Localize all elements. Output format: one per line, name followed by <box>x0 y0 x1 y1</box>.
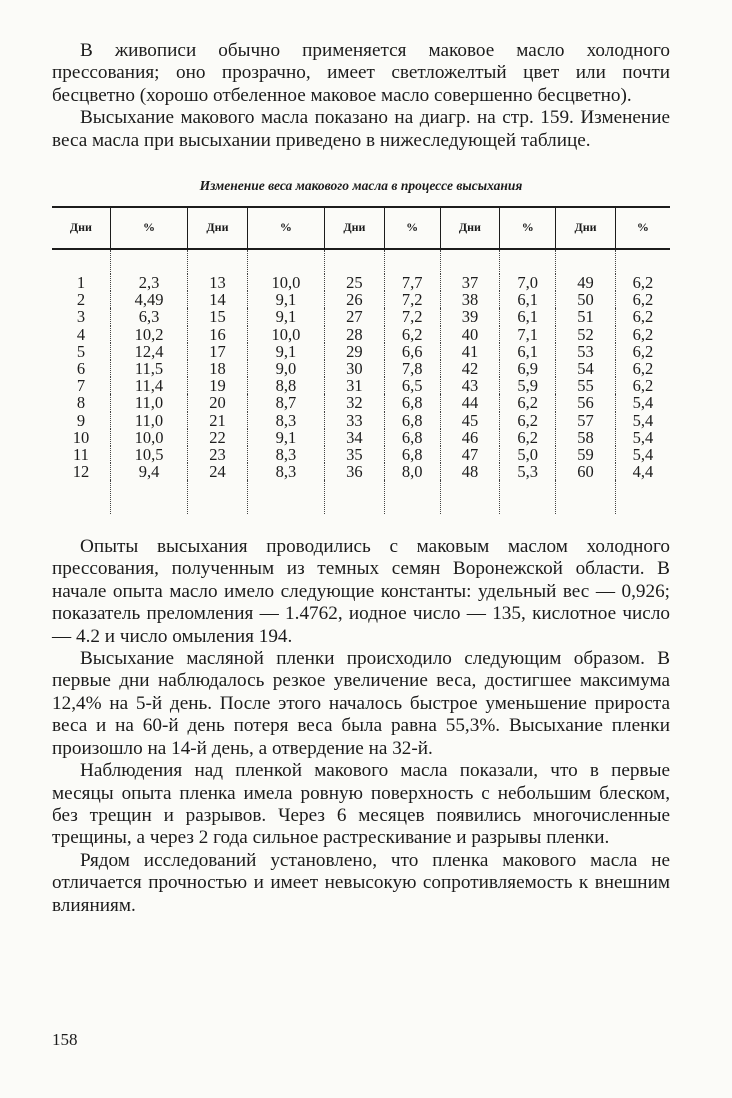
table-row <box>52 463 670 480</box>
cell-percent: 9,1 <box>247 343 324 360</box>
cell-percent: 7,2 <box>384 291 440 308</box>
cell-days: 21 <box>188 412 248 429</box>
cell-days: 54 <box>556 360 616 377</box>
cell-percent: 6,9 <box>500 360 556 377</box>
cell-percent: 7,8 <box>384 360 440 377</box>
table-row <box>52 429 670 446</box>
cell-days: 16 <box>188 326 248 343</box>
cell-days: 30 <box>325 360 385 377</box>
cell-days: 43 <box>440 377 500 394</box>
cell-days: 11 <box>73 445 89 465</box>
cell-percent: 10,5 <box>110 446 187 463</box>
cell-days: 24 <box>188 463 248 480</box>
weight-change-table <box>52 206 670 514</box>
table-row <box>52 412 670 429</box>
table-spacer-row <box>52 249 670 274</box>
cell-days: 20 <box>188 394 248 411</box>
cell-days: 37 <box>440 274 500 291</box>
cell-days: 10 <box>72 427 90 447</box>
page-number: 158 <box>52 1030 78 1049</box>
cell-percent: 7,7 <box>384 274 440 291</box>
cell-percent: 4,49 <box>110 291 187 308</box>
cell-percent: 5,4 <box>615 446 670 463</box>
cell-percent: 6,2 <box>615 326 670 343</box>
cell-percent: 6,8 <box>384 394 440 411</box>
cell-percent: 8,3 <box>247 463 324 480</box>
cell-days: 47 <box>440 446 500 463</box>
cell-percent: 5,9 <box>500 377 556 394</box>
cell-percent: 11,4 <box>110 377 187 394</box>
paragraph-observations: Наблюдения над пленкой макового масла показали, что в первые месяцы опыта пленка имела ровную поверхность с небольшим блеском, без трещин и разрывов. Через 6 месяцев появились многочисленные трещины, а через 2 года сильное растрескивание и разрывы пленки. <box>52 760 670 849</box>
cell-days: 58 <box>556 429 616 446</box>
cell-days: 15 <box>188 308 248 325</box>
cell-days: 14 <box>188 291 248 308</box>
cell-percent: 8,0 <box>384 463 440 480</box>
col-header-days: Дни <box>325 207 385 249</box>
col-header-days: Дни <box>188 207 248 249</box>
cell-days: 5 <box>76 341 86 361</box>
cell-days: 45 <box>440 412 500 429</box>
cell-percent: 12,4 <box>110 343 187 360</box>
table-caption: Изменение веса макового масла в процессе высыхания <box>199 178 523 194</box>
cell-percent: 6,2 <box>615 360 670 377</box>
cell-days: 4 <box>76 324 86 344</box>
cell-percent: 9,4 <box>110 463 187 480</box>
cell-days: 8 <box>76 393 86 413</box>
cell-days: 12 <box>72 462 90 482</box>
cell-days: 9 <box>76 410 86 430</box>
cell-percent: 6,2 <box>500 412 556 429</box>
cell-days: 40 <box>440 326 500 343</box>
cell-percent: 9,1 <box>247 291 324 308</box>
cell-days: 31 <box>325 377 385 394</box>
table-row <box>52 326 670 343</box>
table-spacer-row <box>52 480 670 514</box>
paragraph-drying-reference: Высыхание макового масла показано на диагр. на стр. 159. Изменение веса масла при высыхании приведено в нижеследующей таблице. <box>52 107 670 151</box>
col-header-days: Дни <box>52 207 110 249</box>
cell-days: 18 <box>188 360 248 377</box>
cell-percent: 7,2 <box>384 308 440 325</box>
col-header-days: Дни <box>440 207 500 249</box>
cell-days: 51 <box>556 308 616 325</box>
paragraph-intro: В живописи обычно применяется маковое масло холодного прессования; оно прозрачно, имеет светложелтый цвет или почти бесцветно (хорошо отбеленное маковое масло совершенно бесцветно). <box>52 40 670 106</box>
col-header-percent: % <box>110 207 187 249</box>
cell-percent: 6,8 <box>384 429 440 446</box>
cell-percent: 6,2 <box>615 343 670 360</box>
cell-days: 2 <box>76 290 86 310</box>
cell-days: 38 <box>440 291 500 308</box>
cell-days: 32 <box>325 394 385 411</box>
table-row <box>52 308 670 325</box>
cell-days: 1 <box>76 273 86 293</box>
paragraph-drying-process: Высыхание масляной пленки происходило следующим образом. В первые дни наблюдалось резкое увеличение веса, достигшее максимума 12,4% на 5-й день. После этого началось быстрое уменьшение прироста веса и на 60-й день потеря веса была равна 55,3%. Высыхание пленки произошло на 14-й день, а отвердение на 32-й. <box>52 648 670 759</box>
cell-days: 13 <box>188 274 248 291</box>
cell-percent: 6,2 <box>615 291 670 308</box>
weight-change-table-wrap <box>52 206 670 536</box>
table-row <box>52 291 670 308</box>
table-row <box>52 377 670 394</box>
cell-percent: 5,3 <box>500 463 556 480</box>
cell-percent: 6,1 <box>500 343 556 360</box>
cell-percent: 6,2 <box>500 394 556 411</box>
cell-days: 55 <box>556 377 616 394</box>
cell-percent: 10,0 <box>247 274 324 291</box>
cell-percent: 11,0 <box>110 412 187 429</box>
cell-percent: 7,0 <box>500 274 556 291</box>
cell-days: 36 <box>325 463 385 480</box>
cell-days: 53 <box>556 343 616 360</box>
cell-percent: 6,2 <box>615 308 670 325</box>
cell-percent: 6,1 <box>500 308 556 325</box>
cell-percent: 10,0 <box>110 429 187 446</box>
cell-percent: 5,0 <box>500 446 556 463</box>
cell-days: 17 <box>188 343 248 360</box>
cell-days: 44 <box>440 394 500 411</box>
cell-days: 59 <box>556 446 616 463</box>
col-header-percent: % <box>384 207 440 249</box>
cell-percent: 6,8 <box>384 446 440 463</box>
cell-days: 7 <box>76 376 86 396</box>
cell-percent: 8,3 <box>247 412 324 429</box>
cell-percent: 10,0 <box>247 326 324 343</box>
cell-percent: 6,1 <box>500 291 556 308</box>
cell-days: 57 <box>556 412 616 429</box>
cell-percent: 6,2 <box>500 429 556 446</box>
col-header-percent: % <box>247 207 324 249</box>
cell-days: 22 <box>188 429 248 446</box>
cell-days: 34 <box>325 429 385 446</box>
cell-percent: 11,0 <box>110 394 187 411</box>
cell-days: 48 <box>440 463 500 480</box>
cell-days: 49 <box>556 274 616 291</box>
col-header-percent: % <box>615 207 670 249</box>
cell-days: 50 <box>556 291 616 308</box>
cell-percent: 9,1 <box>247 308 324 325</box>
col-header-percent: % <box>500 207 556 249</box>
cell-percent: 4,4 <box>615 463 670 480</box>
col-header-days: Дни <box>556 207 616 249</box>
cell-days: 35 <box>325 446 385 463</box>
table-row <box>52 274 670 291</box>
cell-days: 27 <box>325 308 385 325</box>
cell-percent: 6,6 <box>384 343 440 360</box>
cell-days: 33 <box>325 412 385 429</box>
cell-days: 46 <box>440 429 500 446</box>
cell-percent: 6,8 <box>384 412 440 429</box>
table-row <box>52 343 670 360</box>
cell-percent: 6,3 <box>110 308 187 325</box>
cell-percent: 8,8 <box>247 377 324 394</box>
cell-percent: 5,4 <box>615 429 670 446</box>
table-row <box>52 446 670 463</box>
cell-percent: 6,2 <box>615 274 670 291</box>
cell-percent: 6,2 <box>615 377 670 394</box>
cell-days: 41 <box>440 343 500 360</box>
cell-percent: 9,1 <box>247 429 324 446</box>
cell-percent: 2,3 <box>110 274 187 291</box>
cell-days: 29 <box>325 343 385 360</box>
table-body <box>52 249 670 514</box>
cell-percent: 10,2 <box>110 326 187 343</box>
cell-percent: 7,1 <box>500 326 556 343</box>
cell-percent: 8,7 <box>247 394 324 411</box>
cell-days: 56 <box>556 394 616 411</box>
cell-percent: 9,0 <box>247 360 324 377</box>
cell-days: 3 <box>76 307 86 327</box>
paragraph-conclusion: Рядом исследований установлено, что пленка макового масла не отличается прочностью и имеет невысокую сопротивляемость к внешним влияниям. <box>52 849 670 916</box>
cell-percent: 6,5 <box>384 377 440 394</box>
cell-days: 25 <box>325 274 385 291</box>
cell-days: 42 <box>440 360 500 377</box>
page-body <box>52 40 670 917</box>
cell-days: 39 <box>440 308 500 325</box>
cell-percent: 8,3 <box>247 446 324 463</box>
cell-percent: 6,2 <box>384 326 440 343</box>
table-row <box>52 360 670 377</box>
cell-percent: 11,5 <box>110 360 187 377</box>
table-header-row <box>52 207 670 249</box>
cell-percent: 5,4 <box>615 412 670 429</box>
table-row <box>52 394 670 411</box>
cell-days: 52 <box>556 326 616 343</box>
cell-days: 28 <box>325 326 385 343</box>
cell-days: 60 <box>556 463 616 480</box>
cell-percent: 5,4 <box>615 394 670 411</box>
cell-days: 19 <box>188 377 248 394</box>
cell-days: 26 <box>325 291 385 308</box>
cell-days: 23 <box>188 446 248 463</box>
cell-days: 6 <box>76 359 86 379</box>
paragraph-experiment: Опыты высыхания проводились с маковым маслом холодного прессования, полученным из темных семян Воронежской области. В начале опыта масло имело следующие константы: удельный вес — 0,926; показатель преломления — 1.4762, иодное число — 135, кислотное число — 4.2 и число омыления 194. <box>52 536 670 647</box>
